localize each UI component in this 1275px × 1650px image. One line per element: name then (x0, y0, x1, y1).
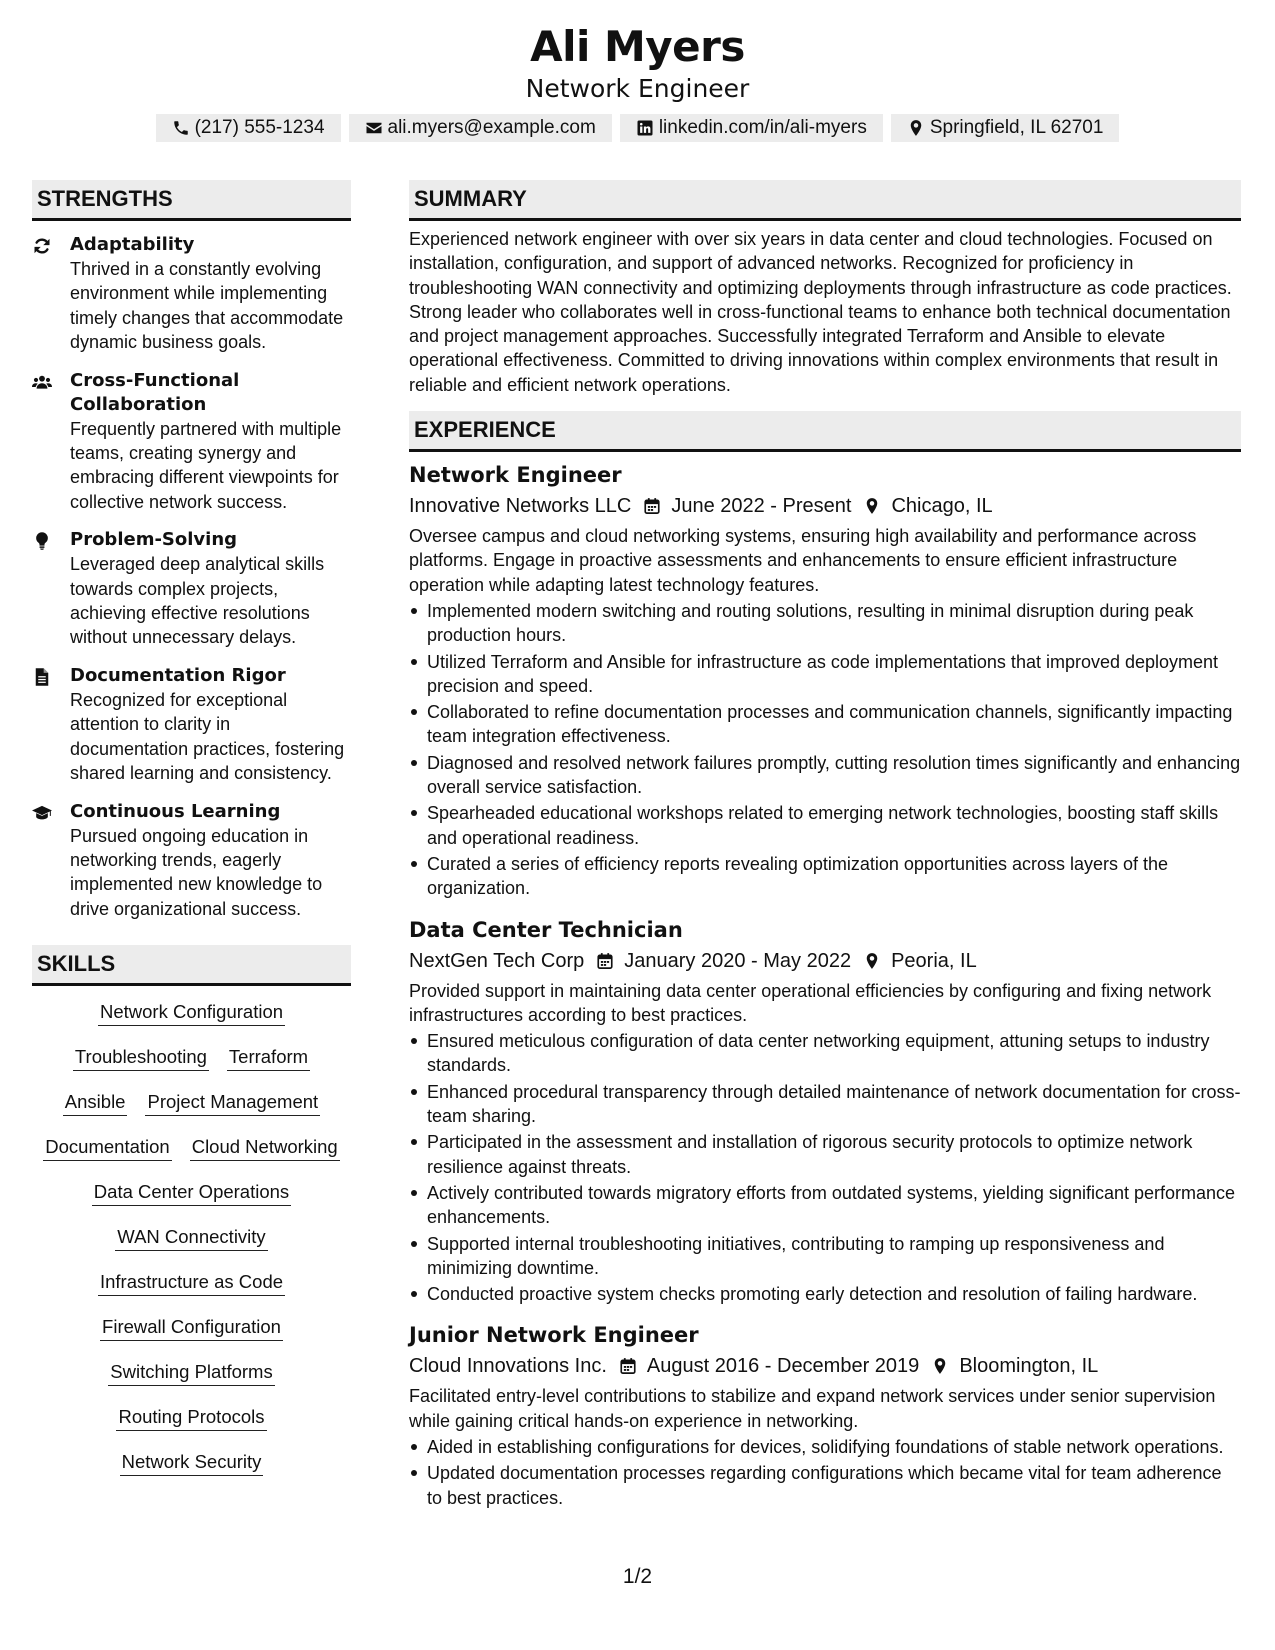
contact-phone (156, 114, 341, 142)
skill-tag: Network Configuration (98, 1001, 285, 1026)
job-title: Junior Network Engineer (409, 1323, 699, 1348)
bullet-item: Utilized Terraform and Ansible for infrastructure as code implementations that improved deployment precision and speed. (409, 650, 1241, 699)
job-entry (409, 460, 1241, 900)
bullet-item: Aided in establishing configurations for devices, solidifying foundations of stable network operations. (409, 1435, 1241, 1459)
bullet-item: Spearheaded educational workshops related to emerging network technologies, boosting staff skills and operational readiness. (409, 801, 1241, 850)
bullet-item: Collaborated to refine documentation processes and communication channels, significantly impacting team integration effectiveness. (409, 700, 1241, 749)
contact-location (891, 114, 1120, 142)
strength-item (32, 369, 351, 515)
job-title: Network Engineer (409, 463, 622, 488)
strength-title: Documentation Rigor (70, 664, 286, 686)
bullet-item: Conducted proactive system checks promoting early detection and resolution of failing hardware. (409, 1282, 1241, 1306)
skill-tag: Routing Protocols (116, 1406, 266, 1431)
skill-tag: Cloud Networking (190, 1136, 340, 1161)
calendar-icon (643, 497, 661, 515)
job-description: Oversee campus and cloud networking systems, ensuring high availability and performance across platforms. Engage in proactive assessments and enhancements to ensure efficient infrastructure operation while adapting latest technology features. (409, 526, 1197, 595)
page-number: 1/2 (622, 1565, 653, 1588)
skill-tag: Switching Platforms (108, 1361, 274, 1386)
skill-tag: Data Center Operations (92, 1181, 291, 1206)
experience-heading: EXPERIENCE (409, 411, 1241, 452)
job-title: Data Center Technician (409, 917, 683, 942)
job-location: Chicago, IL (891, 495, 993, 518)
skills-list (32, 986, 351, 1476)
bullet-item: Updated documentation processes regarding configurations which became vital for team adherence to best practices. (409, 1461, 1241, 1510)
job-bullets (409, 599, 1241, 901)
bullet-item: Ensured meticulous configuration of data center networking equipment, attuning setups to industry standards. (409, 1029, 1241, 1078)
bullet-item: Actively contributed towards migratory efforts from outdated systems, yielding significant performance enhancements. (409, 1181, 1241, 1230)
map-pin-icon (931, 1357, 949, 1375)
strength-desc: Frequently partnered with multiple teams, creating synergy and embracing different viewpoints for collective network success. (70, 418, 342, 512)
right-column (409, 180, 1241, 1512)
file-icon (32, 667, 52, 687)
strength-desc: Leveraged deep analytical skills towards complex projects, achieving effective resolutions without unnecessary delays. (70, 554, 325, 648)
bullet-item: Implemented modern switching and routing solutions, resulting in minimal disruption during peak production hours. (409, 599, 1241, 648)
job-company: NextGen Tech Corp (409, 949, 585, 972)
strength-title: Adaptability (70, 234, 195, 255)
bullet-item: Participated in the assessment and installation of rigorous security protocols to optimize network resilience against threats. (409, 1130, 1241, 1179)
job-dates: August 2016 - December 2019 (646, 1355, 920, 1378)
job-bullets (409, 1435, 1241, 1510)
sync-icon (32, 236, 52, 256)
bullet-item: Curated a series of efficiency reports revealing optimization opportunities across layers of the organization. (409, 852, 1241, 901)
bullet-item: Diagnosed and resolved network failures promptly, cutting resolution times significantly and enhancing overall service satisfaction. (409, 751, 1241, 800)
skill-tag: Firewall Configuration (100, 1316, 283, 1341)
strength-item (32, 528, 351, 650)
strength-item (32, 800, 351, 922)
job-bullets (409, 1029, 1241, 1306)
job-meta (409, 1351, 1241, 1381)
strengths-list (32, 233, 351, 921)
job-description: Facilitated entry-level contributions to stabilize and expand network services under senior supervision while gaining critical hands-on experience in networking. (409, 1386, 1216, 1431)
linkedin-text[interactable]: linkedin.com/in/ali-myers (658, 117, 867, 138)
candidate-title: Network Engineer (525, 74, 750, 103)
summary-text: Experienced network engineer with over six years in data center and cloud technologies. Focused on installation, configuration, and support of advanced networks. Recognized for proficiency in troubleshooting WAN connectivity and optimizing deployments through infrastructure as code practices. Strong leader who collaborates well in cross-functional teams to enhance both technical documentation and project management approaches. Successfully integrated Terraform and Ansible to elevate operational effectiveness. Committed to driving innovations within complex environments that result in reliable and efficient network operations. (409, 229, 1232, 395)
map-pin-icon (863, 497, 881, 515)
map-pin-icon (907, 119, 925, 137)
strengths-heading: STRENGTHS (32, 180, 351, 221)
phone-text: (217) 555-1234 (194, 117, 325, 138)
email-text[interactable]: ali.myers@example.com (387, 117, 596, 138)
skills-heading: SKILLS (32, 945, 351, 986)
skill-tag: Ansible (63, 1091, 128, 1116)
strength-item (32, 233, 351, 355)
strength-item (32, 664, 351, 786)
phone-icon (172, 119, 190, 137)
skill-tag: Documentation (43, 1136, 171, 1161)
job-entry (409, 915, 1241, 1307)
strength-title: Cross-Functional Collaboration (70, 369, 240, 415)
skill-tag: WAN Connectivity (115, 1226, 267, 1251)
job-company: Cloud Innovations Inc. (409, 1355, 607, 1378)
job-description: Provided support in maintaining data center operational efficiencies by configuring and fixing network infrastructures according to best practices. (409, 980, 1212, 1025)
contact-linkedin[interactable] (620, 114, 883, 142)
job-meta (409, 491, 1241, 521)
job-location: Peoria, IL (891, 949, 977, 972)
skill-tag: Troubleshooting (73, 1046, 209, 1071)
calendar-icon (619, 1357, 637, 1375)
job-location: Bloomington, IL (959, 1355, 1099, 1378)
job-meta (409, 946, 1241, 976)
job-company: Innovative Networks LLC (409, 495, 632, 518)
summary-heading: SUMMARY (409, 180, 1241, 221)
users-icon (32, 372, 52, 392)
calendar-icon (596, 952, 614, 970)
map-pin-icon (863, 952, 881, 970)
skill-tag: Network Security (120, 1451, 264, 1476)
strength-title: Problem-Solving (70, 529, 238, 551)
skill-tag: Terraform (227, 1046, 310, 1071)
contact-email[interactable] (349, 114, 612, 142)
strength-desc: Pursued ongoing education in networking trends, eagerly implemented new knowledge to drive organizational success. (70, 825, 323, 919)
contact-bar (0, 114, 1275, 142)
bullet-item: Enhanced procedural transparency through detailed maintenance of network documentation for cross-team sharing. (409, 1080, 1241, 1129)
job-dates: June 2022 - Present (671, 495, 852, 518)
graduation-cap-icon (32, 803, 52, 823)
strength-desc: Thrived in a constantly evolving environment while implementing timely changes that accommodate dynamic business goals. (70, 259, 344, 353)
left-column (32, 180, 351, 1476)
lightbulb-icon (32, 531, 52, 551)
bullet-item: Supported internal troubleshooting initiatives, contributing to ramping up responsiveness and minimizing downtime. (409, 1232, 1241, 1281)
job-entry (409, 1320, 1241, 1509)
skill-tag: Project Management (145, 1091, 320, 1116)
location-text: Springfield, IL 62701 (929, 117, 1104, 138)
strength-title: Continuous Learning (70, 800, 281, 822)
linkedin-icon (636, 119, 654, 137)
resume-header (0, 20, 1275, 142)
candidate-name: Ali Myers (530, 22, 745, 71)
envelope-icon (365, 119, 383, 137)
strength-desc: Recognized for exceptional attention to clarity in documentation practices, fostering shared learning and consistency. (70, 689, 345, 784)
job-dates: January 2020 - May 2022 (624, 949, 852, 972)
skill-tag: Infrastructure as Code (98, 1271, 285, 1296)
